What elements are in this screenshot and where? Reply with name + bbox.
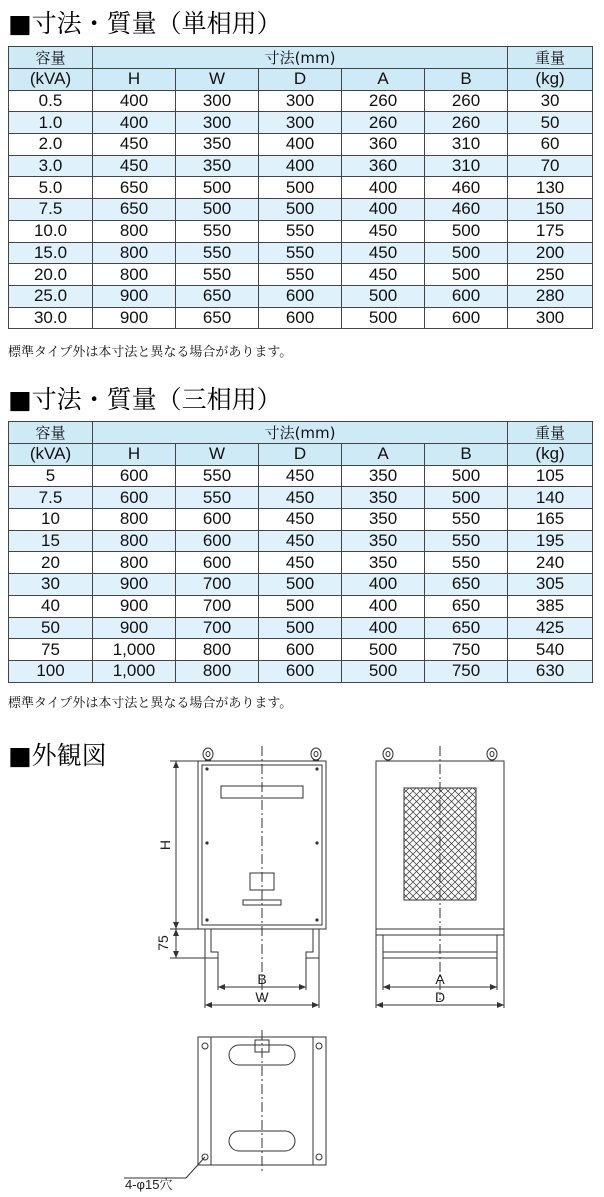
table-cell: 30 [9, 574, 93, 596]
table-row [9, 552, 593, 574]
table-cell: 385 [508, 595, 593, 617]
table-cell: 140 [508, 487, 593, 509]
table-cell: 240 [508, 552, 593, 574]
table-cell: 400 [342, 199, 425, 221]
three-phase-body [9, 465, 593, 682]
bottom-view [124, 1030, 326, 1178]
table-row [9, 307, 593, 329]
table-cell: 500 [259, 617, 342, 639]
table-cell: 195 [508, 530, 593, 552]
table-cell: 500 [259, 177, 342, 199]
table-cell: 550 [259, 264, 342, 286]
table-cell: 300 [176, 112, 259, 134]
table-cell: 50 [9, 617, 93, 639]
table-row [9, 285, 593, 307]
table-cell: 450 [342, 242, 425, 264]
d-dimension-label: D [434, 989, 446, 1005]
table-cell: 550 [259, 220, 342, 242]
capacity-unit: (kVA) [9, 444, 93, 466]
table-cell: 350 [342, 552, 425, 574]
table-cell: 600 [93, 487, 176, 509]
table-cell: 25.0 [9, 285, 93, 307]
table-cell: 600 [425, 307, 508, 329]
table-cell: 450 [259, 465, 342, 487]
col-d: D [259, 444, 342, 466]
col-b: B [425, 444, 508, 466]
table-cell: 500 [425, 220, 508, 242]
col-w: W [176, 444, 259, 466]
table-cell: 350 [342, 530, 425, 552]
h-dimension-label: H [157, 839, 173, 851]
table-row [9, 199, 593, 221]
table-cell: 600 [259, 660, 342, 682]
table-cell: 105 [508, 465, 593, 487]
external-view-title: ■外観図 [8, 741, 107, 770]
three-phase-title: ■寸法・質量（三相用） [8, 385, 282, 414]
table-cell: 500 [342, 639, 425, 661]
table-cell: 500 [425, 465, 508, 487]
table-cell: 10.0 [9, 220, 93, 242]
table-cell: 75 [9, 639, 93, 661]
table-cell: 5 [9, 465, 93, 487]
single-phase-body [9, 90, 593, 329]
weight-unit: (kg) [508, 444, 593, 466]
table-cell: 550 [425, 552, 508, 574]
table-cell: 30.0 [9, 307, 93, 329]
table-cell: 600 [259, 285, 342, 307]
table-cell: 250 [508, 264, 593, 286]
table-cell: 750 [425, 660, 508, 682]
table-cell: 70 [508, 155, 593, 177]
table-cell: 15 [9, 530, 93, 552]
table-row [9, 264, 593, 286]
table-cell: 900 [93, 285, 176, 307]
table-cell: 700 [176, 617, 259, 639]
table-cell: 650 [425, 574, 508, 596]
table-cell: 450 [259, 509, 342, 531]
table-row [9, 220, 593, 242]
single-phase-title: ■寸法・質量（単相用） [8, 9, 282, 38]
table-cell: 460 [425, 177, 508, 199]
table-cell: 7.5 [9, 487, 93, 509]
table-cell: 300 [259, 112, 342, 134]
front-view [170, 746, 326, 1008]
table-cell: 550 [425, 509, 508, 531]
table-cell: 600 [259, 307, 342, 329]
table-cell: 400 [342, 574, 425, 596]
table-row [9, 242, 593, 264]
table-cell: 20.0 [9, 264, 93, 286]
table-cell: 900 [93, 574, 176, 596]
table-cell: 900 [93, 307, 176, 329]
table-cell: 260 [342, 112, 425, 134]
table-row [9, 617, 593, 639]
table-cell: 310 [425, 134, 508, 156]
table-cell: 600 [176, 552, 259, 574]
table-cell: 40 [9, 595, 93, 617]
table-row [9, 90, 593, 112]
table-row [9, 530, 593, 552]
table-cell: 360 [342, 134, 425, 156]
weight-header: 重量 [508, 422, 593, 444]
col-b: B [425, 69, 508, 91]
table-cell: 800 [93, 552, 176, 574]
table-cell: 500 [425, 487, 508, 509]
table-cell: 350 [342, 487, 425, 509]
table-cell: 1,000 [93, 639, 176, 661]
table-cell: 305 [508, 574, 593, 596]
table-row [9, 574, 593, 596]
table-cell: 20 [9, 552, 93, 574]
table-cell: 900 [93, 595, 176, 617]
mounting-holes-label: 4-φ15穴 [125, 1177, 173, 1192]
three-phase-table [8, 421, 593, 683]
base-dimension-label: 75 [155, 935, 171, 951]
table-cell: 450 [259, 530, 342, 552]
table-cell: 460 [425, 199, 508, 221]
table-cell: 800 [93, 242, 176, 264]
capacity-unit: (kVA) [9, 69, 93, 91]
table-cell: 1,000 [93, 660, 176, 682]
table-cell: 500 [176, 177, 259, 199]
table-cell: 60 [508, 134, 593, 156]
three-phase-note: 標準タイプ外は本寸法と異なる場合があります。 [8, 696, 293, 711]
table-cell: 100 [9, 660, 93, 682]
col-h: H [93, 69, 176, 91]
table-cell: 165 [508, 509, 593, 531]
weight-header: 重量 [508, 47, 593, 69]
table-cell: 550 [176, 242, 259, 264]
table-cell: 30 [508, 90, 593, 112]
table-cell: 350 [342, 465, 425, 487]
table-cell: 550 [259, 242, 342, 264]
table-cell: 10 [9, 509, 93, 531]
table-cell: 280 [508, 285, 593, 307]
table-cell: 450 [342, 220, 425, 242]
table-cell: 750 [425, 639, 508, 661]
col-h: H [93, 444, 176, 466]
table-cell: 0.5 [9, 90, 93, 112]
table-cell: 500 [259, 595, 342, 617]
table-row [9, 639, 593, 661]
table-cell: 550 [176, 487, 259, 509]
col-w: W [176, 69, 259, 91]
table-cell: 300 [176, 90, 259, 112]
table-cell: 500 [176, 199, 259, 221]
table-row [9, 595, 593, 617]
table-cell: 650 [93, 177, 176, 199]
table-cell: 550 [176, 220, 259, 242]
table-cell: 450 [93, 134, 176, 156]
table-cell: 500 [342, 660, 425, 682]
table-cell: 600 [176, 509, 259, 531]
col-d: D [259, 69, 342, 91]
table-cell: 500 [425, 264, 508, 286]
table-cell: 450 [259, 487, 342, 509]
table-row [9, 465, 593, 487]
table-cell: 800 [93, 530, 176, 552]
table-cell: 1.0 [9, 112, 93, 134]
table-cell: 200 [508, 242, 593, 264]
table-cell: 50 [508, 112, 593, 134]
dims-header: 寸法(mm) [93, 422, 508, 444]
table-cell: 500 [425, 242, 508, 264]
single-phase-note: 標準タイプ外は本寸法と異なる場合があります。 [8, 345, 293, 360]
table-cell: 400 [93, 90, 176, 112]
table-cell: 400 [93, 112, 176, 134]
table-cell: 350 [176, 155, 259, 177]
table-cell: 260 [425, 112, 508, 134]
table-cell: 3.0 [9, 155, 93, 177]
single-phase-table [8, 46, 593, 329]
table-cell: 500 [259, 574, 342, 596]
table-cell: 450 [342, 264, 425, 286]
weight-unit: (kg) [508, 69, 593, 91]
table-cell: 500 [259, 199, 342, 221]
table-cell: 425 [508, 617, 593, 639]
table-row [9, 155, 593, 177]
table-cell: 800 [176, 639, 259, 661]
w-dimension-label: W [255, 989, 269, 1005]
table-cell: 175 [508, 220, 593, 242]
table-cell: 400 [342, 595, 425, 617]
table-cell: 500 [342, 307, 425, 329]
table-cell: 400 [342, 177, 425, 199]
table-cell: 650 [425, 595, 508, 617]
table-cell: 400 [342, 617, 425, 639]
table-cell: 15.0 [9, 242, 93, 264]
table-cell: 400 [259, 155, 342, 177]
b-dimension-label: B [257, 971, 267, 987]
table-row [9, 660, 593, 682]
table-cell: 550 [425, 530, 508, 552]
table-cell: 900 [93, 617, 176, 639]
table-row [9, 134, 593, 156]
table-cell: 600 [259, 639, 342, 661]
table-cell: 650 [425, 617, 508, 639]
capacity-header: 容量 [9, 47, 93, 69]
table-cell: 7.5 [9, 199, 93, 221]
table-cell: 650 [93, 199, 176, 221]
table-cell: 260 [425, 90, 508, 112]
table-cell: 650 [176, 307, 259, 329]
table-cell: 300 [508, 307, 593, 329]
table-cell: 550 [176, 465, 259, 487]
table-row [9, 487, 593, 509]
table-cell: 360 [342, 155, 425, 177]
col-a: A [342, 444, 425, 466]
table-cell: 800 [176, 660, 259, 682]
table-cell: 500 [342, 285, 425, 307]
table-cell: 600 [176, 530, 259, 552]
capacity-header: 容量 [9, 422, 93, 444]
side-view [376, 746, 504, 1008]
table-row [9, 509, 593, 531]
dims-header: 寸法(mm) [93, 47, 508, 69]
table-cell: 800 [93, 509, 176, 531]
table-cell: 2.0 [9, 134, 93, 156]
table-cell: 650 [176, 285, 259, 307]
table-cell: 540 [508, 639, 593, 661]
table-cell: 5.0 [9, 177, 93, 199]
col-a: A [342, 69, 425, 91]
table-cell: 600 [93, 465, 176, 487]
table-cell: 450 [93, 155, 176, 177]
table-cell: 450 [259, 552, 342, 574]
table-cell: 630 [508, 660, 593, 682]
table-cell: 300 [259, 90, 342, 112]
table-cell: 350 [342, 509, 425, 531]
table-cell: 150 [508, 199, 593, 221]
table-row [9, 177, 593, 199]
table-cell: 400 [259, 134, 342, 156]
table-cell: 260 [342, 90, 425, 112]
table-cell: 800 [93, 264, 176, 286]
table-cell: 350 [176, 134, 259, 156]
table-cell: 700 [176, 595, 259, 617]
table-cell: 310 [425, 155, 508, 177]
table-cell: 600 [425, 285, 508, 307]
a-dimension-label: A [435, 971, 445, 987]
table-cell: 700 [176, 574, 259, 596]
table-row [9, 112, 593, 134]
table-cell: 550 [176, 264, 259, 286]
table-cell: 800 [93, 220, 176, 242]
table-cell: 130 [508, 177, 593, 199]
